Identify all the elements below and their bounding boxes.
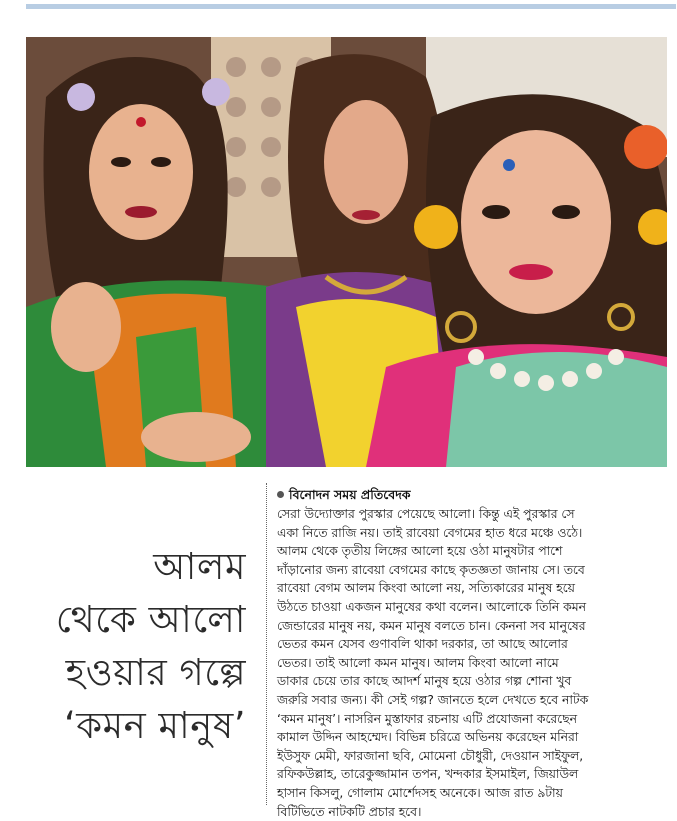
column-divider xyxy=(266,483,267,805)
byline-text: বিনোদন সময় প্রতিবেদক xyxy=(289,487,411,502)
article-line: উঠতে চাওয়া একজন মানুষের কথা বলেন। আলোকে তিনি কমন xyxy=(277,598,669,617)
article-line: কামাল উদ্দিন আহম্মেদ। বিভিন্ন চরিত্রে অভিনয় করেছেন মনিরা xyxy=(277,728,669,747)
article-line: ভেতর কমন যেসব গুণাবলি থাকা দরকার, তা আছে আলোর xyxy=(277,635,669,654)
article-body xyxy=(277,486,669,821)
article-line: রফিকউল্লাহ, তারেকুজ্জামান তপন, খন্দকার ইসমাইল, জিয়াউল xyxy=(277,765,669,784)
headline-line: ‘কমন মানুষ’ xyxy=(26,699,246,752)
article-line: সেরা উদ্যোক্তার পুরস্কার পেয়েছে আলো। কিন্তু এই পুরস্কার সে xyxy=(277,505,669,524)
article-photo xyxy=(26,37,667,467)
headline-line: থেকে আলো xyxy=(26,593,246,646)
article-line: জেন্ডারের মানুষ নয়, কমন মানুষ বলতে চান। কেননা সব মানুষের xyxy=(277,617,669,636)
headline xyxy=(26,540,246,752)
article-line: দাঁড়ানোর জন্য রাবেয়া বেগমের কাছে কৃতজ্ঞতা জানায় সে। তবে xyxy=(277,561,669,580)
article-line: ইউসুফ মেমী, ফারজানা ছবি, মোমেনা চৌধুরী, দেওয়ান সাইফুল, xyxy=(277,747,669,766)
article-line: হাসান কিসলু, গোলাম মোর্শেদসহ অনেকে। আজ রাত ৯টায় xyxy=(277,784,669,803)
article-line: ডাকার চেয়ে তার কাছে আদর্শ মানুষ হয়ে ওঠার গল্প শোনা খুব xyxy=(277,672,669,691)
top-rule xyxy=(26,4,676,9)
byline xyxy=(277,486,669,504)
article-line: ‘কমন মানুষ’। নাসরিন মুস্তাফার রচনায় এটি প্রযোজনা করেছেন xyxy=(277,710,669,729)
headline-line: হওয়ার গল্পে xyxy=(26,646,246,699)
article-line: বিটিভিতে নাটকটি প্রচার হবে। xyxy=(277,803,669,821)
article-line: ভেতর। তাই আলো কমন মানুষ। আলম কিংবা আলো নামে xyxy=(277,654,669,673)
article-line: একা নিতে রাজি নয়। তাই রাবেয়া বেগমের হাত ধরে মঞ্চে ওঠে। xyxy=(277,524,669,543)
headline-line: আলম xyxy=(26,540,246,593)
bullet-icon xyxy=(277,491,284,498)
photo-illustration xyxy=(26,37,667,467)
article-line: জরুরি সবার জন্য। কী সেই গল্প? জানতে হলে দেখতে হবে নাটক xyxy=(277,691,669,710)
article-text xyxy=(277,505,669,821)
article-line: রাবেয়া বেগম আলম কিংবা আলো নয়, সত্যিকারের মানুষ হয়ে xyxy=(277,579,669,598)
article-line: আলম থেকে তৃতীয় লিঙ্গের আলো হয়ে ওঠা মানুষটার পাশে xyxy=(277,542,669,561)
